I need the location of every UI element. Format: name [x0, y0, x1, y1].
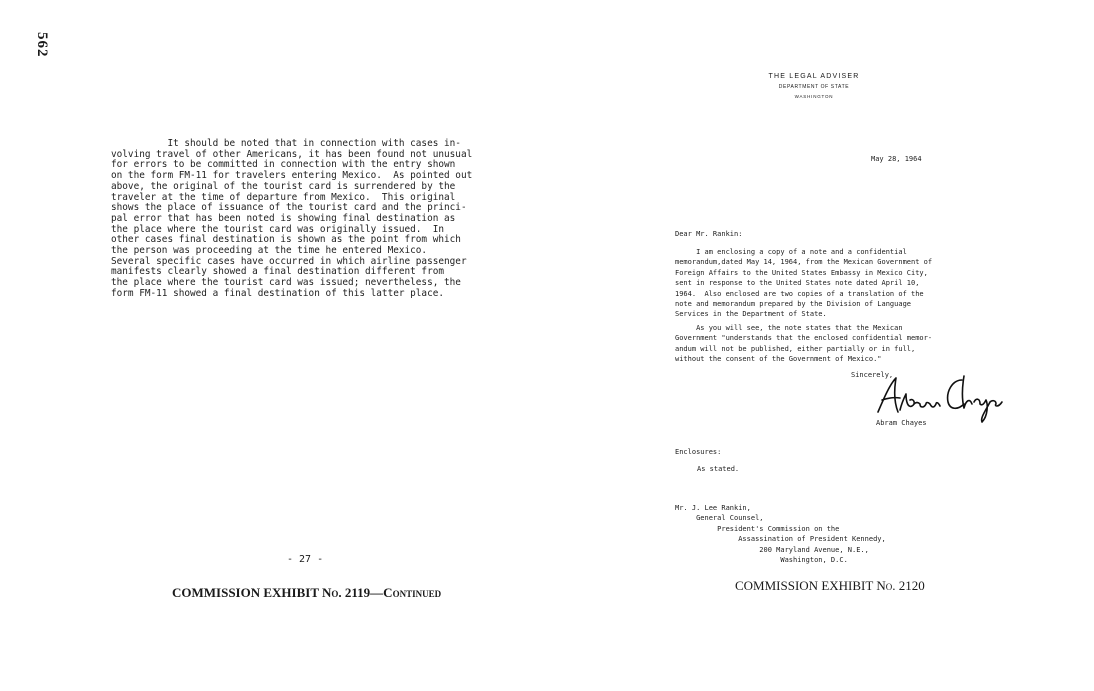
enclosures-value: As stated.	[697, 465, 740, 473]
right-exhibit-caption	[735, 578, 925, 594]
letter-line: Government "understands that the enclosed confidential memor-	[675, 334, 933, 343]
right-caption-text: COMMISSION EXHIBIT No. 2120	[735, 578, 925, 593]
memo-body-line: above, the original of the tourist card is surrendered by the	[111, 180, 456, 192]
enclosures-label: Enclosures:	[675, 448, 722, 456]
left-exhibit-caption	[172, 585, 441, 601]
memo-body-line: shows the place of issuance of the tourist card and the princi-	[111, 202, 467, 214]
memo-body-line: the place where the tourist card was issued; nevertheless, the	[111, 277, 461, 289]
signer-name: Abram Chayes	[876, 419, 927, 427]
letterhead-department: DEPARTMENT OF STATE	[778, 84, 850, 90]
letter-paragraph-2	[675, 323, 932, 365]
letterhead-title: THE LEGAL ADVISER	[768, 73, 860, 80]
letter-line: note and memorandum prepared by the Division of Language	[675, 300, 912, 309]
address-line: Washington, D.C.	[675, 556, 848, 565]
memo-body-line: the person was proceeding at the time he entered Mexico.	[111, 245, 428, 257]
letter-line: without the consent of the Government of Mexico."	[675, 355, 882, 364]
letter-line: Services in the Department of State.	[675, 310, 827, 319]
letter-closing: Sincerely,	[851, 371, 894, 379]
left-page-footer-number: - 27 -	[287, 554, 324, 565]
address-line: Assassination of President Kennedy,	[675, 535, 886, 544]
letter-line: memorandum,dated May 14, 1964, from the Mexican Government of	[675, 258, 933, 267]
letter-line: sent in response to the United States note dated April 10,	[675, 279, 920, 288]
memo-body-line: It should be noted that in connection with cases in-	[111, 138, 461, 149]
memo-body-line: traveler at the time of departure from Mexico. This original	[111, 191, 456, 203]
letter-line: As you will see, the note states that the Mexican	[675, 324, 903, 332]
memo-body-line: the place where the tourist card was originally issued. In	[111, 223, 445, 235]
letter-paragraph-1	[675, 247, 932, 320]
address-line: 200 Maryland Avenue, N.E.,	[675, 545, 869, 554]
address-line: General Counsel,	[675, 514, 764, 523]
letterhead-city: WASHINGTON	[794, 94, 834, 99]
letter-salutation: Dear Mr. Rankin:	[675, 230, 743, 238]
memo-body-line: Several specific cases have occurred in which airline passenger	[111, 255, 467, 267]
letter-line: Foreign Affairs to the United States Embassy in Mexico City,	[675, 268, 928, 277]
memo-body-text	[111, 139, 521, 300]
memo-body-line: manifests clearly showed a final destination different from	[111, 266, 445, 278]
address-line: President's Commission on the	[675, 524, 840, 533]
handwritten-signature	[870, 368, 1010, 424]
memo-body-line: volving travel of other Americans, it has been found not unusual	[111, 148, 473, 160]
letter-date: May 28, 1964	[871, 155, 922, 163]
letter-line: andum will not be published, either partially or in full,	[675, 344, 916, 353]
address-line: Mr. J. Lee Rankin,	[675, 504, 751, 512]
page-number: 562	[34, 32, 50, 58]
memo-body-line: for errors to be committed in connection with the entry shown	[111, 159, 456, 171]
memo-body-line: on the form FM-11 for travelers entering Mexico. As pointed out	[111, 170, 473, 182]
memo-body-line: form FM-11 showed a final destination of this latter place.	[111, 287, 445, 299]
memo-body-line: other cases final destination is shown as the point from which	[111, 234, 461, 246]
memo-body-line: pal error that has been noted is showing final destination as	[111, 212, 456, 224]
recipient-address	[675, 503, 886, 565]
left-caption-text: COMMISSION EXHIBIT No. 2119—Continued	[172, 585, 442, 600]
letter-line: I am enclosing a copy of a note and a confidential	[675, 248, 907, 256]
letter-line: 1964. Also enclosed are two copies of a translation of the	[675, 289, 924, 298]
